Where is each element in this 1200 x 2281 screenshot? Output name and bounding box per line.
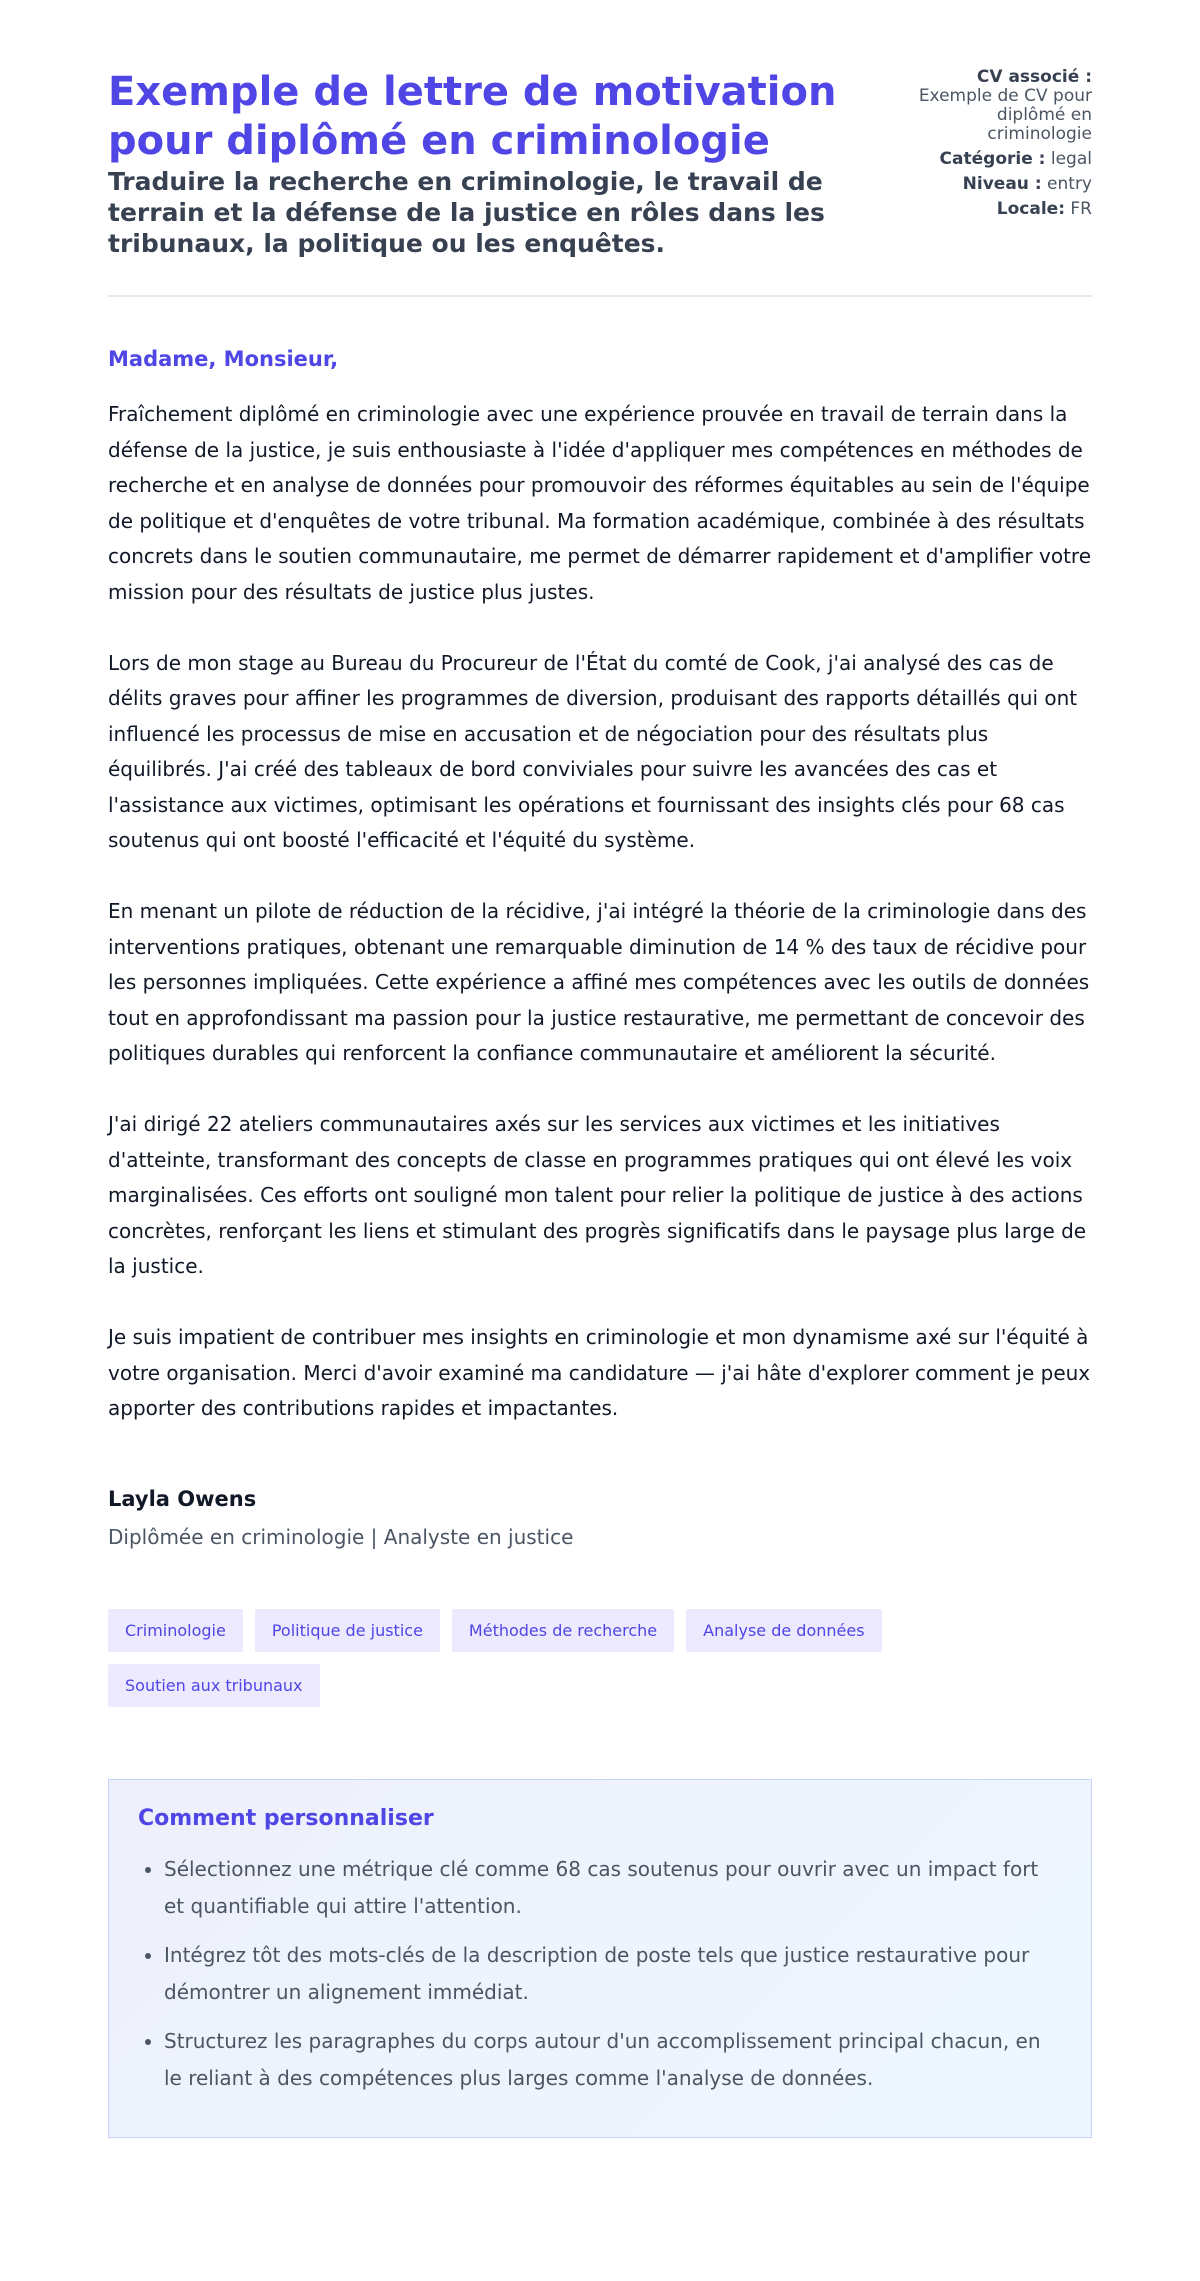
meta-category-value: legal bbox=[1050, 149, 1092, 169]
tip-item: • Sélectionnez une métrique clé comme 68 cas soutenus pour ouvrir avec un impact fort et quantifiable qui attire l'attention. bbox=[164, 1851, 1062, 1925]
page-subtitle: Traduire la recherche en criminologie, le travail de terrain et la défense de la justice en rôles dans les tribunaux, la politique ou les enquêtes. bbox=[108, 167, 825, 258]
header bbox=[108, 68, 1092, 259]
customization-tips bbox=[108, 1779, 1092, 2138]
meta-locale-label: Locale: bbox=[996, 199, 1065, 219]
meta-category bbox=[892, 150, 1092, 169]
paragraph: En menant un pilote de réduction de la récidive, j'ai intégré la théorie de la criminologie dans des interventions pratiques, obtenant une remarquable diminution de 14 % des taux de récidive pour les personnes impliquées. Cette expérience a affiné mes compétences avec les outils de données tout en approfondissant ma passion pour la justice restaurative, me permettant de concevoir des politiques durables qui renforcent la confiance communautaire et améliorent la sécurité. bbox=[108, 899, 1090, 1065]
salutation: Madame, Monsieur, bbox=[108, 347, 339, 371]
tag: Criminologie bbox=[108, 1609, 243, 1652]
signature bbox=[108, 1487, 1092, 1549]
tips-title: Comment personnaliser bbox=[138, 1805, 434, 1831]
paragraph: Lors de mon stage au Bureau du Procureur de l'État du comté de Cook, j'ai analysé des cas de délits graves pour affiner les programmes de diversion, produisant des rapports détaillés qui ont influencé les processus de mise en accusation et de négociation pour des résultats plus équilibrés. J'ai créé des tableaux de bord conviviales pour suivre les avancées des cas et l'assistance aux victimes, optimisant les opérations et fournissant des insights clés pour 68 cas soutenus qui ont boosté l'efficacité et l'équité du système. bbox=[108, 650, 1078, 852]
page-title: Exemple de lettre de motivation pour diplômé en criminologie bbox=[108, 69, 837, 164]
tag: Analyse de données bbox=[686, 1609, 881, 1652]
tag: Soutien aux tribunaux bbox=[108, 1664, 320, 1707]
divider bbox=[108, 295, 1092, 297]
meta-cv-label: CV associé : bbox=[976, 67, 1092, 87]
tip-item: • Structurez les paragraphes du corps autour d'un accomplissement principal chacun, en le reliant à des compétences plus larges comme l'analyse de données. bbox=[164, 2023, 1062, 2097]
tag: Politique de justice bbox=[255, 1609, 440, 1652]
meta-level-label: Niveau : bbox=[962, 174, 1042, 194]
meta-locale-value: FR bbox=[1070, 199, 1092, 219]
signature-name: Layla Owens bbox=[108, 1486, 257, 1511]
meta-level-value: entry bbox=[1047, 174, 1092, 194]
tag: Méthodes de recherche bbox=[452, 1609, 674, 1652]
meta-category-label: Catégorie : bbox=[939, 149, 1046, 169]
meta-panel bbox=[892, 68, 1092, 225]
meta-cv bbox=[892, 68, 1092, 144]
meta-level bbox=[892, 175, 1092, 194]
tips-list bbox=[138, 1851, 1062, 2097]
skill-tags bbox=[108, 1609, 968, 1707]
paragraph: Fraîchement diplômé en criminologie avec une expérience prouvée en travail de terrain dans la défense de la justice, je suis enthousiaste à l'idée d'appliquer mes compétences en méthodes de recherche et en analyse de données pour promouvoir des réformes équitables au sein de l'équipe de politique et d'enquêtes de votre tribunal. Ma formation académique, combinée à des résultats concrets dans le soutien communautaire, me permet de démarrer rapidement et d'amplifier votre mission pour des résultats de justice plus justes. bbox=[108, 402, 1091, 604]
tip-item: • Intégrez tôt des mots-clés de la description de poste tels que justice restaurative pour démontrer un alignement immédiat. bbox=[164, 1937, 1062, 2011]
letter-body bbox=[108, 397, 1092, 1427]
meta-cv-link[interactable]: Exemple de CV pour diplômé en criminologie bbox=[918, 86, 1092, 144]
paragraph: J'ai dirigé 22 ateliers communautaires axés sur les services aux victimes et les initiatives d'atteinte, transformant des concepts de classe en programmes pratiques qui ont élevé les voix marginalisées. Ces efforts ont souligné mon talent pour relier la politique de justice à des actions concrètes, renforçant les liens et stimulant des progrès significatifs dans le paysage plus large de la justice. bbox=[108, 1112, 1087, 1278]
signature-title: Diplômée en criminologie | Analyste en justice bbox=[108, 1524, 574, 1549]
title-block bbox=[108, 68, 868, 259]
paragraph: Je suis impatient de contribuer mes insights en criminologie et mon dynamisme axé sur l'équité à votre organisation. Merci d'avoir examiné ma candidature — j'ai hâte d'explorer comment je peux apporter des contributions rapides et impactantes. bbox=[108, 1325, 1091, 1420]
meta-locale bbox=[892, 200, 1092, 219]
